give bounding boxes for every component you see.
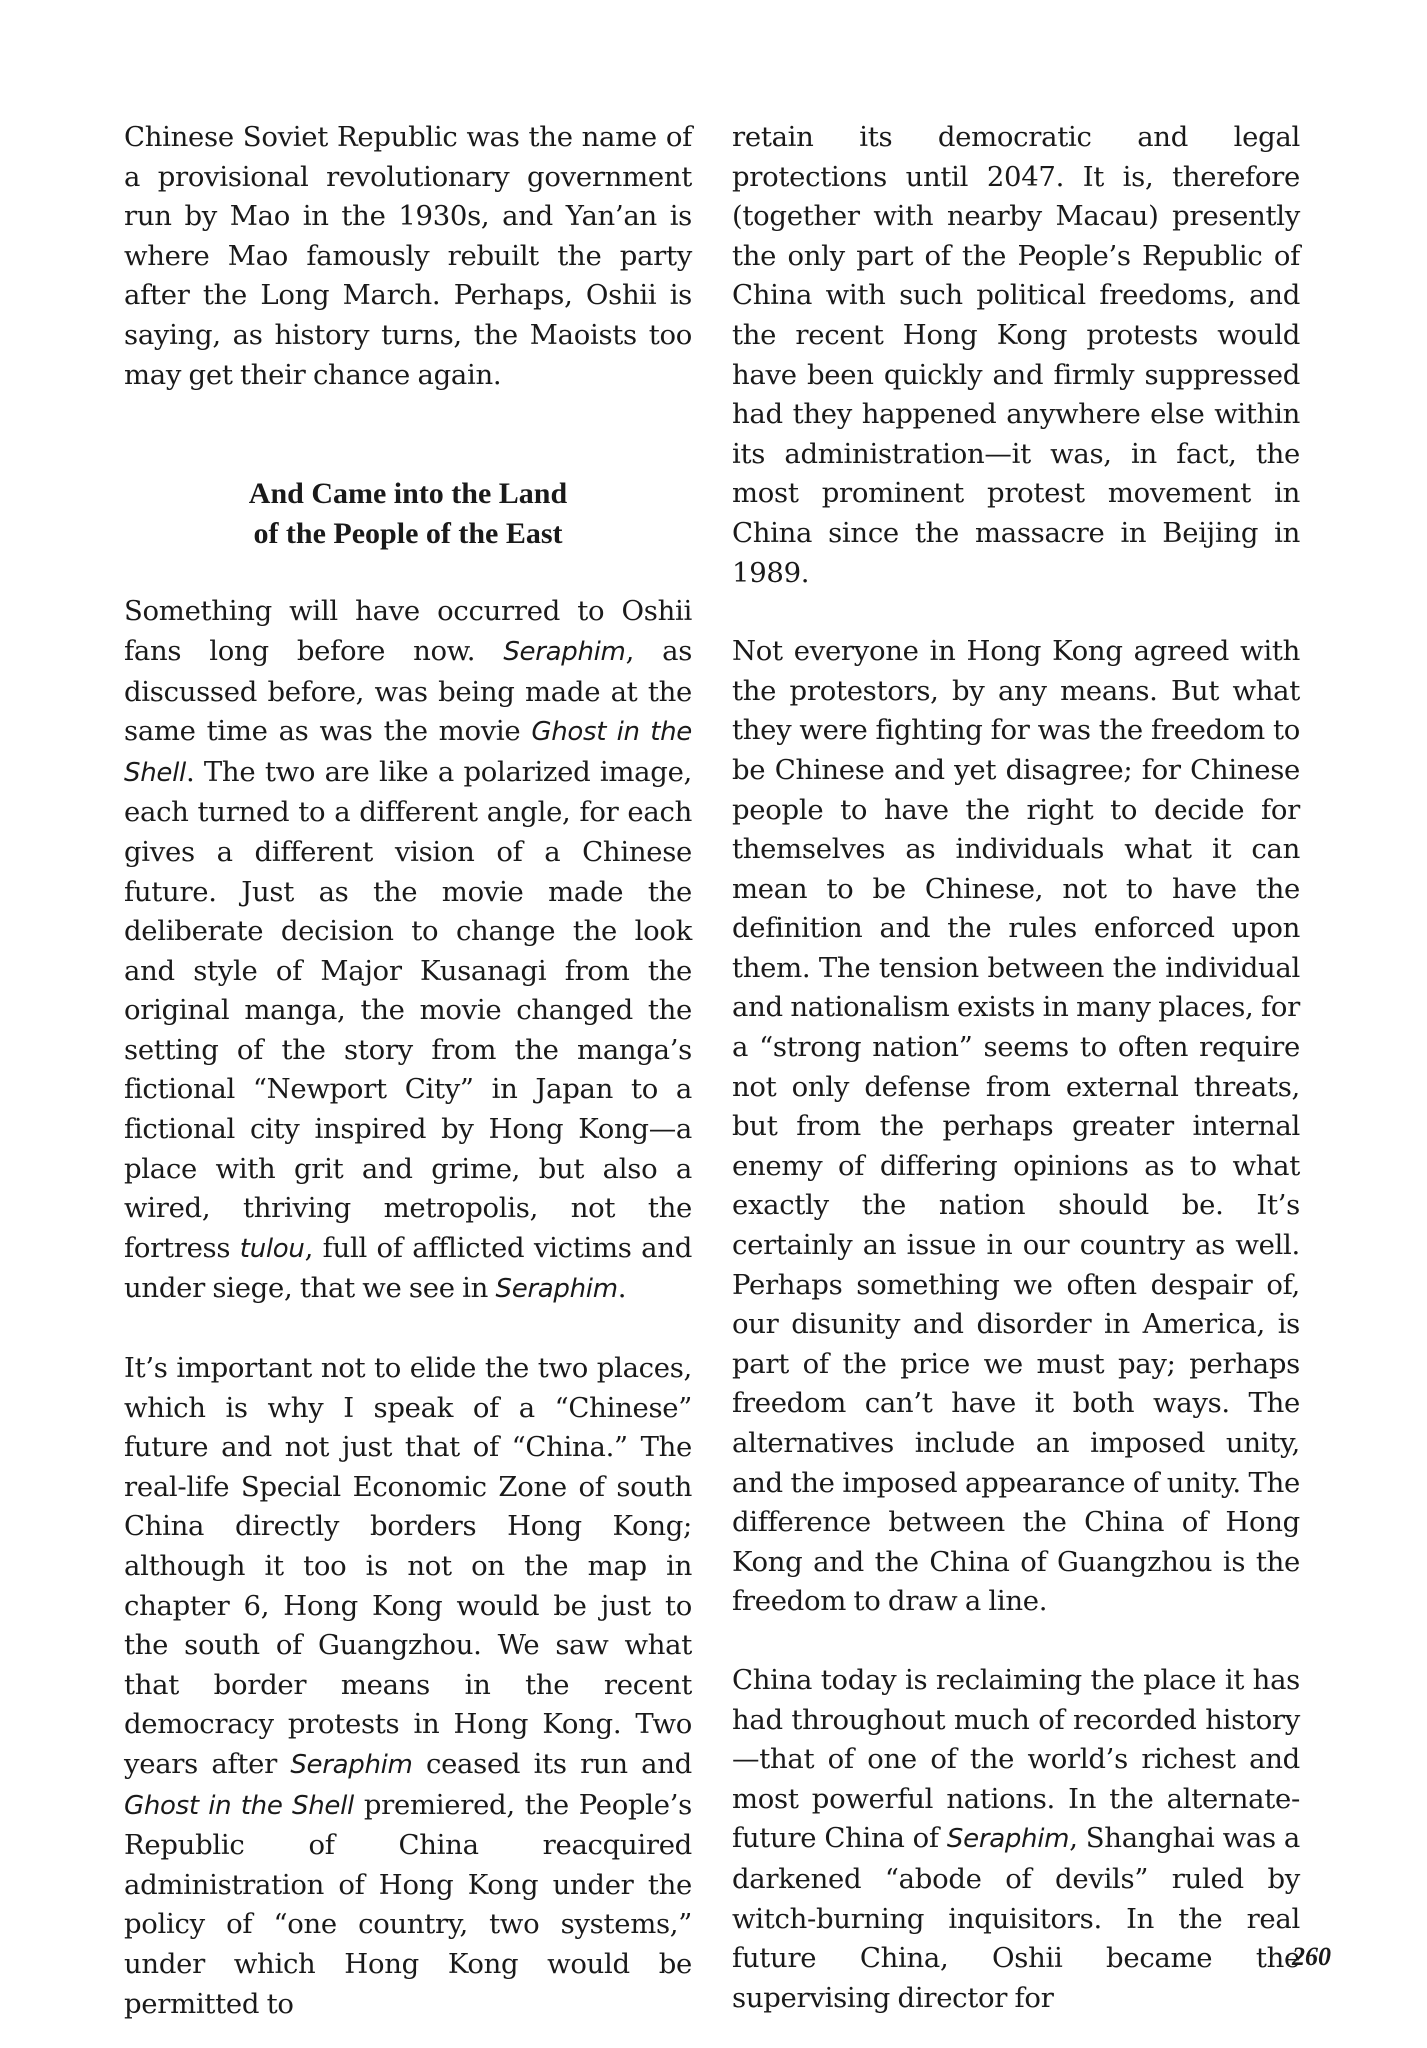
spacer	[732, 1622, 1300, 1661]
text-run: .	[617, 1272, 627, 1305]
section-heading-line-1: And Came into the Land	[248, 477, 568, 511]
right-paragraph-2: Not everyone in Hong Kong agreed with the protestors, by any means. But what they were fighting for was the freedom to be Chinese and yet disagree; for Chinese people to have the right to decide for themselves as individuals what it can mean to be Chinese, not to have the definition and the rules enforced upon them. The tension between the individual and nationalism exists in many places, for a “strong nation” seems to often require not only defense from external threats, but from the perhaps greater internal enemy of differing opinions as to what exactly the nation should be. It’s certainly an issue in our country as well. Perhaps something we often despair of, our disunity and disorder in America, is part of the price we must pay; perhaps freedom can’t have it both ways. The alternatives include an imposed unity, and the imposed appearance of unity. The difference between the China of Hong Kong and the China of Guangzhou is the freedom to draw a line.	[732, 635, 1300, 1618]
italic-title: Ghost in the Shell	[124, 1790, 354, 1821]
left-paragraph-3	[124, 1349, 692, 2024]
section-heading-line-2: of the People of the East	[253, 516, 563, 550]
text-run: . The two are like a polarized image, each turned to a different angle, for each gives a different vision of a Chinese future. Just as the movie made the deliberate decision to change the look and style of Major Kusanagi from the original manga, the movie changed the setting of the story from the manga’s fictional “Newport City” in Japan to a fictional city inspired by Hong Kong—a place with grit and grime, but also a wired, thriving metropolis, not the fortress	[124, 755, 692, 1264]
text-run: China today is reclaiming the place it has had throughout much of recorded history—that of one of the world’s richest and most powerful nations. In the alternate-future China of	[732, 1663, 1300, 1855]
italic-title: Seraphim	[290, 1749, 413, 1780]
text-run: It’s important not to elide the two places, which is why I speak of a “Chinese” future and not just that of “China.” The real-life Special Economic Zone of south China directly borders Hong Kong; although it too is not on the map in chapter 6, Hong Kong would be just to the south of Guangzhou. We saw what that border means in the recent democracy protests in Hong Kong. Two years after	[124, 1352, 692, 1780]
text-run: , Shanghai was a darkened “abode of devils” ruled by witch-burning inquisitors. In the real future China, Oshii became the supervising director for	[732, 1822, 1300, 2014]
right-paragraph-1: retain its democratic and legal protections until 2047. It is, therefore (together with nearby Macau) presently the only part of the People’s Republic of China with such political freedoms, and the recent Hong Kong protests would have been quickly and firmly suppressed had they happened anywhere else within its administration—it was, in fact, the most prominent protest movement in China since the massacre in Beijing in 1989.	[732, 121, 1300, 589]
text-run: premiered, the People’s Republic of China reacquired administration of Hong Kong under the policy of “one country, two systems,” under which Hong Kong would be permitted to	[124, 1788, 692, 2020]
text-run: ceased its run and	[412, 1747, 692, 1780]
spacer	[124, 1310, 692, 1349]
italic-title: Seraphim	[503, 636, 626, 667]
text-run: Something will have occurred to Oshii fans long before now.	[124, 595, 692, 667]
italic-title: Seraphim	[946, 1824, 1070, 1855]
right-paragraph-3	[732, 1661, 1300, 2018]
text-run: , full of afflicted victims and under siege, that we see in	[124, 1231, 692, 1305]
left-paragraph-1: Chinese Soviet Republic was the name of a provisional revolutionary government run by Mao in the 1930s, and Yan’an is where Mao famously rebuilt the party after the Long March. Perhaps, Oshii is saying, as history turns, the Maoists too may get their chance again.	[124, 121, 692, 391]
italic-title: Seraphim	[495, 1274, 618, 1305]
right-column	[732, 118, 1300, 2018]
spacer	[124, 395, 692, 474]
spacer	[732, 593, 1300, 632]
spacer	[124, 553, 692, 592]
section-heading	[124, 474, 692, 553]
italic-title: Ghost in the Shell	[124, 717, 692, 788]
page-number: 260	[1292, 1942, 1331, 1971]
left-column	[124, 118, 692, 2024]
italic-term: tulou	[239, 1233, 305, 1264]
left-paragraph-2	[124, 592, 692, 1310]
text-run: , as discussed before, was being made at the same time as was the movie	[124, 634, 693, 748]
